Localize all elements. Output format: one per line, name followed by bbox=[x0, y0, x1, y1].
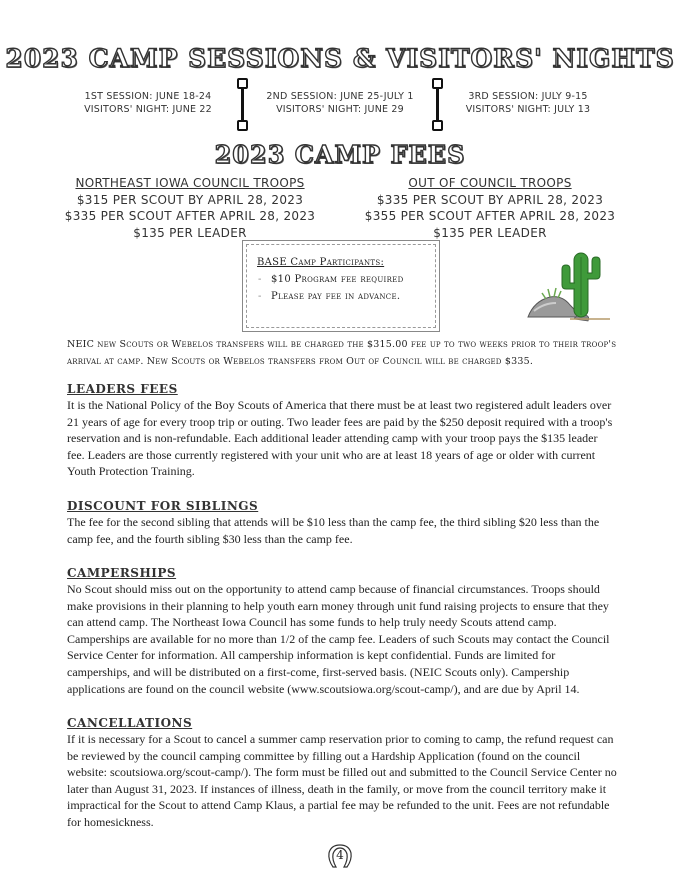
session-2 bbox=[250, 90, 430, 116]
session-1-dates: 1ST SESSION: JUNE 18-24 bbox=[84, 91, 212, 102]
out-of-council-heading: OUT OF COUNCIL TROOPS bbox=[408, 176, 572, 190]
session-1-visitors: VISITORS' NIGHT: JUNE 22 bbox=[84, 104, 212, 115]
camperships-section bbox=[67, 566, 617, 697]
base-camp-title: BASE Camp Participants: bbox=[257, 257, 385, 268]
hitch-post-icon bbox=[432, 78, 442, 132]
session-3-visitors: VISITORS' NIGHT: JULY 13 bbox=[465, 104, 591, 115]
session-3 bbox=[448, 90, 608, 116]
session-1 bbox=[68, 90, 228, 116]
section-body: The fee for the second sibling that attends will be $10 less than the camp fee, the third sibling $20 less than the camp fee, and the fourth sibling $30 less than the camp fee. bbox=[67, 515, 600, 546]
council-fees bbox=[40, 175, 340, 241]
base-camp-box bbox=[242, 240, 440, 332]
base-camp-item: - $10 Program fee required bbox=[271, 274, 425, 285]
discount-siblings-section bbox=[67, 499, 617, 547]
hitch-post-icon bbox=[237, 78, 247, 132]
neic-transfer-note: NEIC new Scouts or Webelos transfers will be charged the $315.00 fee up to two weeks prior to their troop's arrival at camp. New Scouts or Webelos transfers from Out of Council will be charged $335. bbox=[67, 339, 617, 367]
section-body: If it is necessary for a Scout to cancel a summer camp reservation prior to coming to camp, the refund request can be reviewed by the council camping committee by filling out a Hardship Application (found on the council website: scoutsiowa.org/scout-camp/). The form must be filled out and submitted to the Council Service Center no later than August 31, 2023. If instances of illness, death in the family, or move from the council territory make it impractical for the Scout to attend Camp Klaus, a partial fee may be refunded to the unit. Fees are not refundable for homesickness. bbox=[67, 732, 617, 829]
out-of-council-fee-line: $135 PER LEADER bbox=[433, 225, 547, 240]
session-2-dates: 2ND SESSION: JUNE 25-JULY 1 bbox=[266, 91, 414, 102]
fees-title: 2023 CAMP FEES bbox=[214, 140, 466, 169]
cactus-illustration bbox=[520, 245, 615, 325]
page-number bbox=[326, 842, 354, 870]
council-fee-line: $335 PER SCOUT AFTER APRIL 28, 2023 bbox=[64, 209, 316, 223]
council-fee-line: $135 PER LEADER bbox=[133, 225, 247, 240]
base-camp-item: - Please pay fee in advance. bbox=[271, 291, 425, 302]
section-heading: CANCELLATIONS bbox=[67, 716, 193, 730]
section-heading: LEADERS FEES bbox=[67, 382, 178, 396]
leaders-fees-section bbox=[67, 382, 617, 480]
sessions-row bbox=[0, 90, 680, 132]
page-title: 2023 CAMP SESSIONS & VISITORS' NIGHTS bbox=[5, 44, 675, 73]
session-2-visitors: VISITORS' NIGHT: JUNE 29 bbox=[276, 104, 404, 115]
council-fee-line: $315 PER SCOUT BY APRIL 28, 2023 bbox=[76, 192, 304, 207]
section-body: No Scout should miss out on the opportunity to attend camp because of financial circumstances. Troops should make provisions in their planning to help youth earn money through unit fund raising projects to ensure that they can attend camp. The Northeast Iowa Council has some funds to help truly needy Scouts attend camp. Camperships are available for no more than 1/2 of the camp fee. Leaders of such Scouts may contact the Council Service Center for information. All campership information is kept confidential. Funds are limited for camperships, and will be distributed on a first-come, first-served basis. (NEIC Scouts only). Campership applications are found on the council website (www.scoutsiowa.org/scout-camp/), and are due by April 14. bbox=[67, 582, 610, 696]
out-of-council-fees bbox=[340, 175, 640, 241]
council-fees-heading: NORTHEAST IOWA COUNCIL TROOPS bbox=[75, 176, 305, 190]
section-heading: CAMPERSHIPS bbox=[67, 566, 177, 580]
section-body: It is the National Policy of the Boy Scouts of America that there must be at least two registered adult leaders over 21 years of age for every troop trip or outing. Two leader fees are paid by the $250 deposit required with a troop's reservation and is non-refundable. Each additional leader attending camp with your troop pays the $135 leader fee. Leaders are those currently registered with your unit who are at least 18 years of age or older with current Youth Protection Training. bbox=[67, 398, 613, 479]
cancellations-section bbox=[67, 716, 617, 831]
section-heading: DISCOUNT FOR SIBLINGS bbox=[67, 499, 259, 513]
page-number-text: 4 bbox=[336, 848, 344, 862]
out-of-council-fee-line: $335 PER SCOUT BY APRIL 28, 2023 bbox=[376, 192, 604, 207]
session-3-dates: 3RD SESSION: JULY 9-15 bbox=[468, 91, 588, 102]
out-of-council-fee-line: $355 PER SCOUT AFTER APRIL 28, 2023 bbox=[364, 209, 616, 223]
